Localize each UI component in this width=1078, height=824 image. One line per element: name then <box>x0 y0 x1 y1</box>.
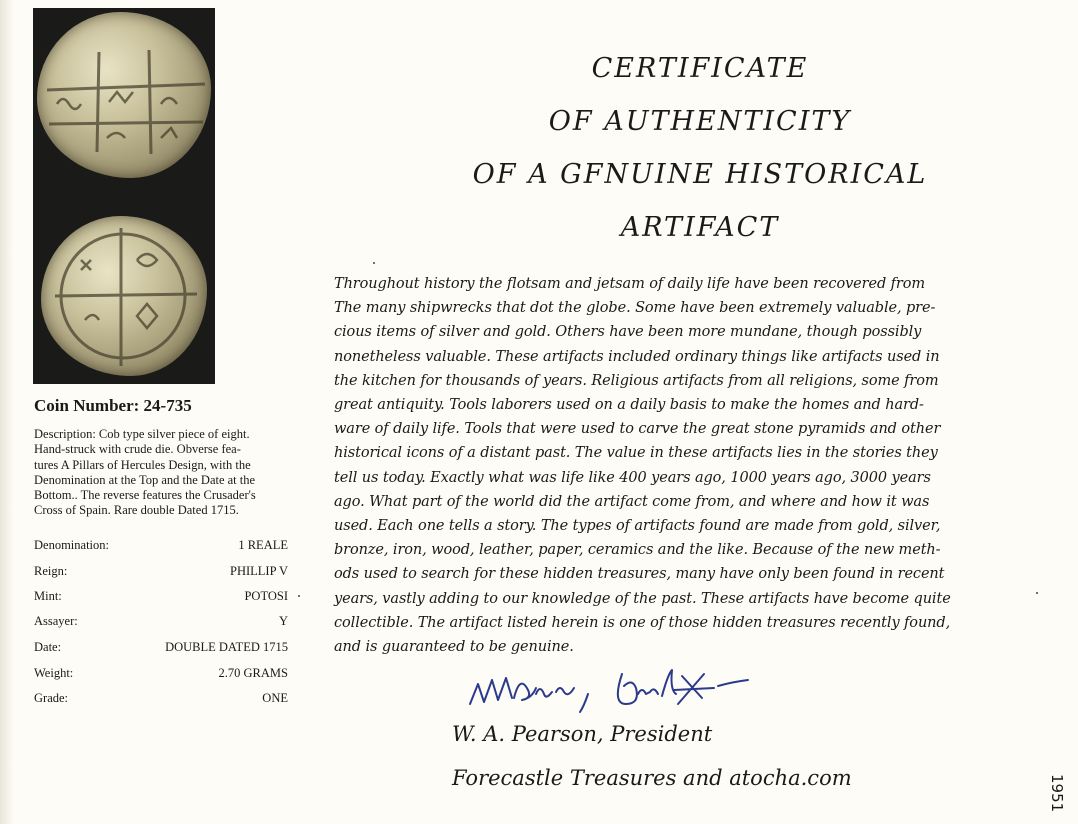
spec-value: Y <box>278 614 288 628</box>
coin-reverse-image <box>41 216 207 376</box>
certificate-body <box>334 272 1024 659</box>
spec-value: 1 REALE <box>238 538 288 552</box>
spec-label: Assayer: <box>34 614 78 628</box>
body-line: the kitchen for thousands of years. Religious artifacts from all religions, some from <box>334 372 939 389</box>
body-line: Throughout history the flotsam and jetsam of daily life have been recovered from <box>334 276 926 292</box>
title-line: OF A GFNUINE HISTORICAL <box>472 159 928 190</box>
spec-denomination <box>34 538 288 554</box>
speck <box>298 595 300 597</box>
spec-mint <box>34 589 288 605</box>
signer-name: W. A. Pearson, President <box>452 722 713 746</box>
description-line: tures A Pillars of Hercules Design, with the <box>34 457 251 472</box>
description-line: Cross of Spain. Rare double Dated 1715. <box>34 503 239 518</box>
description-line: Description: Cob type silver piece of eight. <box>34 427 250 441</box>
spec-value: ONE <box>262 691 288 705</box>
spec-label: Grade: <box>34 691 69 705</box>
speck <box>373 262 375 264</box>
spec-label: Weight: <box>34 666 74 680</box>
spec-value: PHILLIP V <box>230 564 288 578</box>
spec-value: POTOSI <box>244 589 288 603</box>
spec-label: Denomination: <box>34 538 109 552</box>
description-line: Denomination at the Top and the Date at the <box>34 472 256 487</box>
body-line: The many shipwrecks that dot the globe. Some have been extremely valuable, pre- <box>334 300 936 317</box>
spec-value: DOUBLE DATED 1715 <box>165 640 288 654</box>
spec-reign <box>34 564 288 580</box>
spec-value: 2.70 GRAMS <box>218 666 288 680</box>
body-line: ods used to search for these hidden treasures, many have only been found in recent <box>334 566 945 583</box>
side-number: 1951 <box>1048 774 1066 813</box>
body-line: nonetheless valuable. These artifacts included ordinary things like artifacts used in <box>334 348 940 365</box>
signature-image <box>462 664 772 718</box>
spec-label: Mint: <box>34 589 62 603</box>
coin-number: Coin Number: 24-735 <box>34 396 192 415</box>
body-line: cious items of silver and gold. Others have been more mundane, though possibly <box>334 324 922 341</box>
body-line: historical icons of a distant past. The value in these artifacts lies in the stories they <box>334 445 938 462</box>
body-line: tell us today. Exactly what was life like 400 years ago, 1000 years ago, 3000 years <box>334 469 931 486</box>
scan-edge <box>0 0 14 824</box>
coin-obverse-image <box>37 12 211 178</box>
spec-date <box>34 640 288 656</box>
spec-assayer <box>34 614 288 630</box>
certificate-title <box>430 42 970 254</box>
body-line: ware of daily life. Tools that were used to carve the great stone pyramids and other <box>334 421 941 438</box>
body-line: used. Each one tells a story. The types of artifacts found are made from gold, silver, <box>334 518 941 535</box>
coin-reverse-marks <box>41 216 207 376</box>
spec-label: Date: <box>34 640 62 654</box>
body-line: bronze, iron, wood, leather, paper, ceramics and the like. Because of the new meth- <box>334 542 941 559</box>
speck <box>1036 592 1038 594</box>
spec-weight <box>34 666 288 682</box>
body-line: collectible. The artifact listed herein is one of those hidden treasures recently found, <box>334 614 951 631</box>
body-line: years, vastly adding to our knowledge of the past. These artifacts have become quite <box>334 590 951 607</box>
coin-obverse-marks <box>37 12 211 178</box>
description-line: Hand-struck with crude die. Obverse fea- <box>34 442 241 457</box>
company-name: Forecastle Treasures and atocha.com <box>452 766 852 790</box>
coin-photo <box>33 8 215 384</box>
description-line: Bottom.. The reverse features the Crusader's <box>34 488 256 503</box>
coin-description <box>34 427 306 519</box>
title-line: CERTIFICATE <box>591 53 809 84</box>
title-line: OF AUTHENTICITY <box>548 106 852 137</box>
title-line: ARTIFACT <box>620 212 780 243</box>
spec-grade <box>34 691 288 707</box>
body-line: great antiquity. Tools laborers used on a daily basis to make the homes and hard- <box>334 397 924 414</box>
body-line: ago. What part of the world did the artifact come from, and where and how it was <box>334 493 930 510</box>
spec-label: Reign: <box>34 564 68 578</box>
body-line: and is guaranteed to be genuine. <box>334 639 574 656</box>
